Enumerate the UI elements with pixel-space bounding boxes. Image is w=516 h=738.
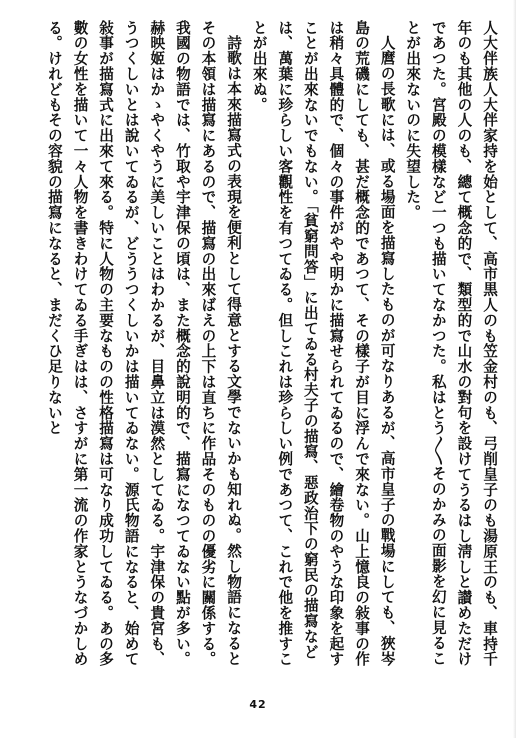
page-number: 42 [249,698,267,711]
paragraph-1: 人大伴族人大伴家持を始として、高市黒人のも笠金村のも、弓削皇子のも湯原王のも、車持千年のも其他の人のも、總て概念的で、類型的で山水の對句を設けてうるはし淸しと讃めただけであつた。宮殿の模樣など一つも描いてなかつた。私はとう〳〵そのかみの面影を幻に見ることが出來ないのに失望した。 [404,20,498,667]
paragraph-3: 詩歌は本來描寫式の表現を便利として得意とする文學でないかも知れぬ。然し物語になるとその本領は描寫にあるので、描寫の出來ばえの上下は直ちに作品そのものの優劣に關係する。我國の物語では、竹取や宇津保の頃は、また概念的說明的で、描寫になつてゐない點が多い。赫映姬はかゝやくやうに美しいことはわかるが、目鼻立は漠然としてゐる。宇津保の貴宮も、うつくしいとは說いてゐるが、どううつくしいかは描いてゐない。源氏物語になると、始めて敍事が描寫式に出來て來る。特に人物の主要なものの性格描寫は可なり成功してゐる。あの多數の女性を描いて一々人物を書きわけてゐる手ぎはは、さすがに第一流の作家とうなづかしめる。けれどもその容貌の描寫になると、まだくひ足りないと [45,20,243,667]
paragraph-2: 人麿の長歌には、或る場面を描寫したものが可なりあるが、高市皇子の戰場にしても、狹岑島の荒磯にしても、甚だ概念的であつて、その樣子が目に浮んで來ない。山上憶良の敍事の作は稍々具體的で、個々の事件がやや明かに描寫せられてゐるので、繪卷物のやうな印象を起すことが出來ないでもない。「貧窮問答」に出てゐる村夫子の描寫、惡政治下の窮民の描寫などは、萬葉に珍らしい客觀性を有つてゐる。但しこれは珍らしい例であつて、これで他を推すことが出來ぬ。 [250,20,396,667]
vertical-text-body [12,20,502,680]
